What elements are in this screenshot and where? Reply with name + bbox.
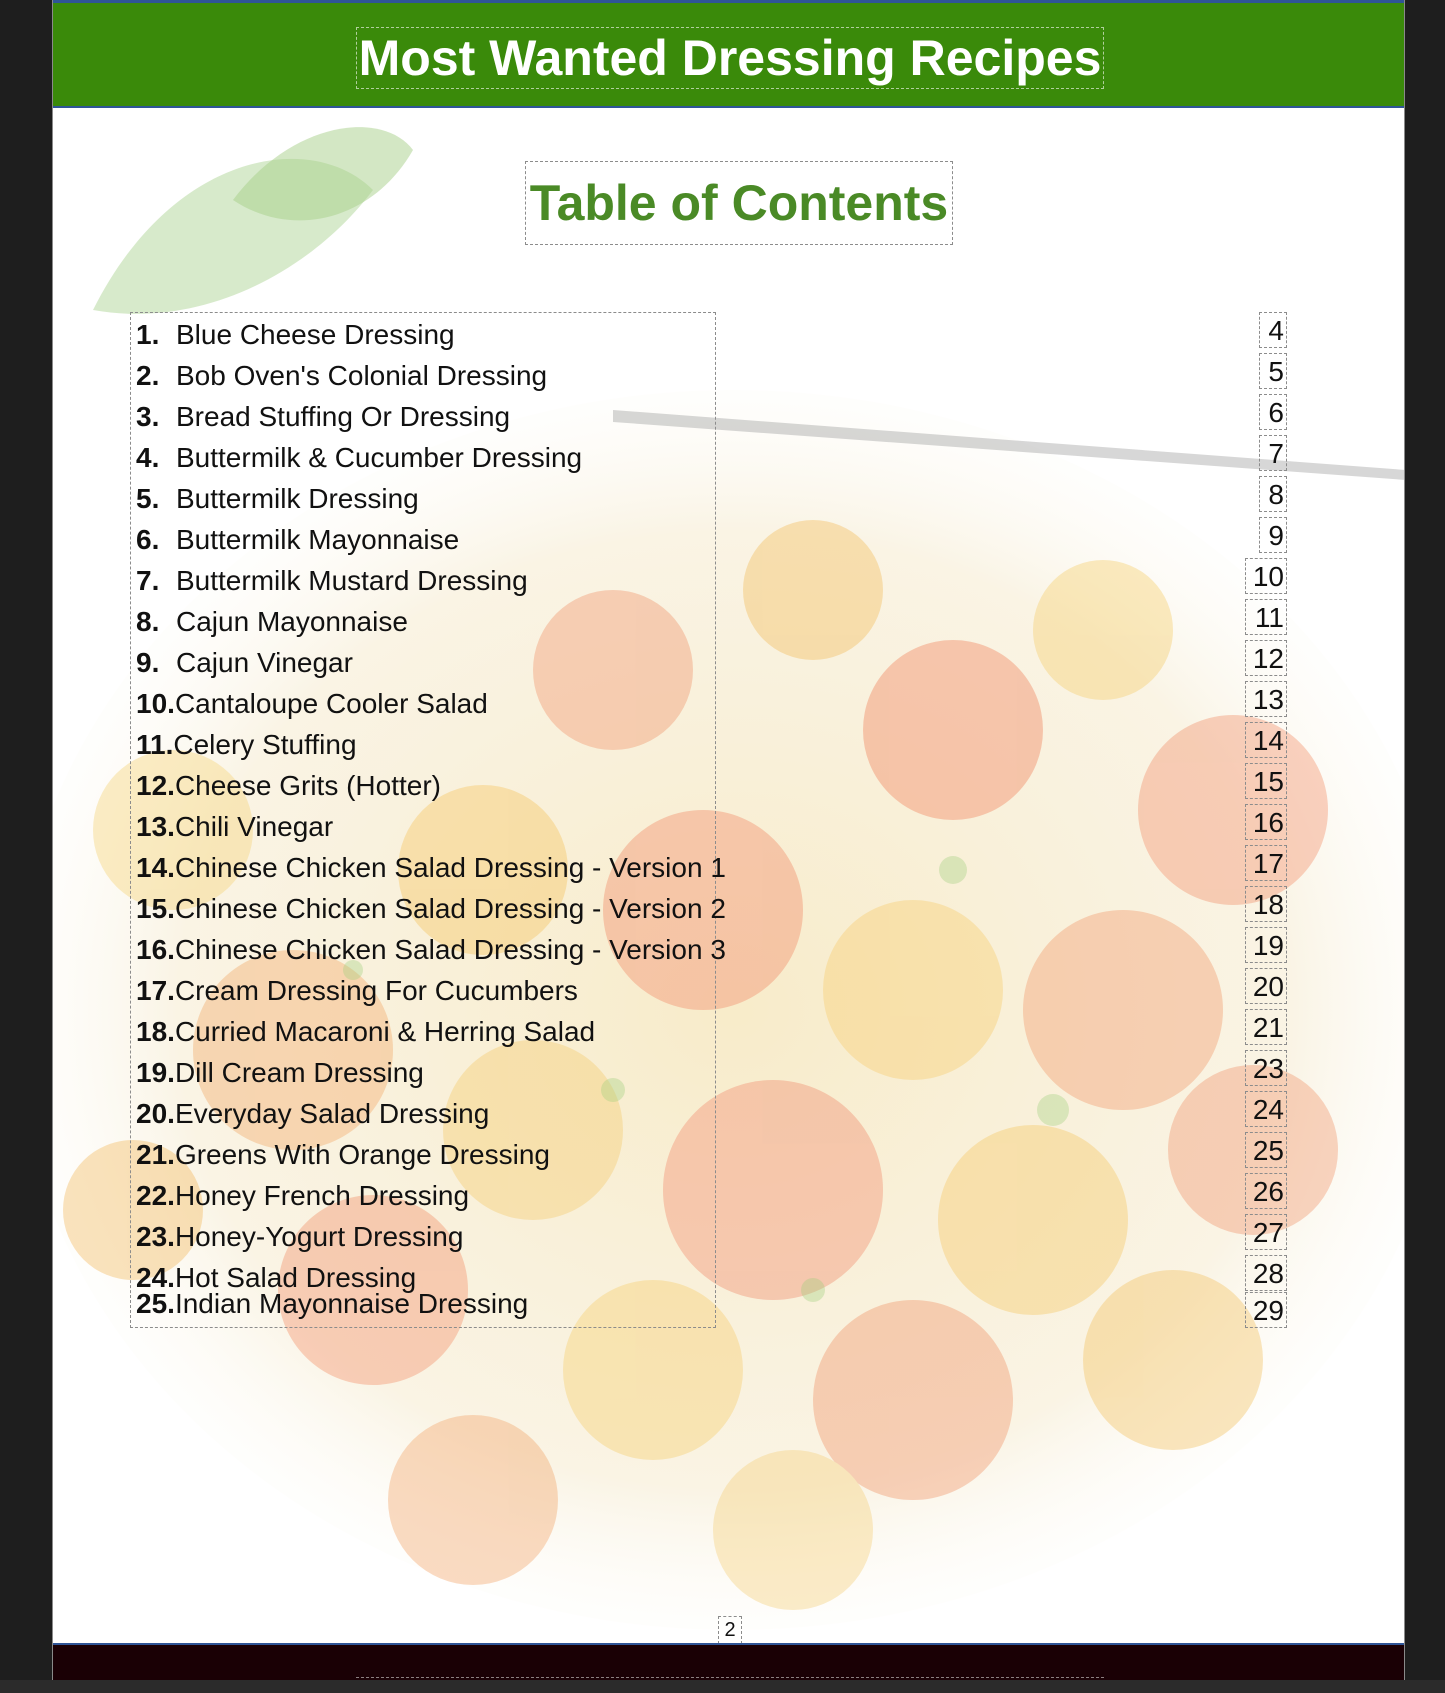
toc-entry-number: 17. [136, 975, 175, 1006]
toc-entry-number: 22. [136, 1180, 175, 1211]
toc-entry-title: Curried Macaroni & Herring Salad [174, 1016, 596, 1047]
toc-page-number: 25 [1245, 1132, 1287, 1168]
toc-page-number: 17 [1245, 845, 1287, 881]
toc-page-number: 29 [1245, 1292, 1287, 1328]
page-number: 2 [718, 1616, 742, 1644]
toc-entry [136, 807, 333, 847]
toc-entry-title: Cheese Grits (Hotter) [174, 770, 442, 801]
toc-entry [136, 725, 357, 765]
header-band [53, 0, 1405, 108]
toc-page-number: 14 [1245, 722, 1287, 758]
toc-entry-number: 25. [136, 1288, 175, 1319]
toc-entry-title: Chinese Chicken Salad Dressing - Version 3 [174, 934, 726, 965]
toc-page-number: 15 [1245, 763, 1287, 799]
toc-page-number: 16 [1245, 804, 1287, 840]
toc-entry-title: Buttermilk & Cucumber Dressing [176, 442, 583, 473]
document-page [52, 0, 1405, 1693]
toc-entry-title: Celery Stuffing [173, 729, 357, 760]
toc-entry [136, 1135, 550, 1175]
toc-entry [136, 1053, 424, 1093]
toc-entry-number: 21. [136, 1139, 175, 1170]
document-title: Most Wanted Dressing Recipes [356, 27, 1104, 89]
toc-entry-title: Greens With Orange Dressing [174, 1139, 550, 1170]
toc-page-number: 21 [1245, 1009, 1287, 1045]
toc-entry-number: 15. [136, 893, 175, 924]
toc-page-number: 4 [1259, 312, 1287, 348]
toc-entry-title: Indian Mayonnaise Dressing [174, 1288, 529, 1319]
toc-entry-title: Cream Dressing For Cucumbers [174, 975, 578, 1006]
toc-page-number: 7 [1259, 435, 1287, 471]
toc-page-number: 5 [1259, 353, 1287, 389]
toc-entry [136, 602, 408, 642]
toc-entry [136, 971, 578, 1011]
toc-entry [136, 561, 528, 601]
toc-entry [136, 766, 441, 806]
toc-entry [136, 643, 353, 683]
toc-entry [136, 479, 419, 519]
toc-entry-title: Cantaloupe Cooler Salad [174, 688, 488, 719]
toc-entry-title: Chinese Chicken Salad Dressing - Version 2 [174, 893, 726, 924]
toc-entry [136, 1094, 489, 1134]
toc-entry-number: 1. [136, 319, 160, 350]
toc-entry-number: 5. [136, 483, 160, 514]
toc-page-number: 26 [1245, 1173, 1287, 1209]
toc-entry-number: 3. [136, 401, 160, 432]
toc-entry-number: 11. [136, 729, 174, 760]
toc-page-number: 18 [1245, 886, 1287, 922]
toc-entry [136, 315, 455, 355]
toc-entry-title: Chinese Chicken Salad Dressing - Version 1 [174, 852, 726, 883]
toc-entry [136, 438, 582, 478]
toc-entry-title: Cajun Mayonnaise [176, 606, 408, 637]
toc-page-number: 11 [1245, 599, 1287, 635]
toc-page-number: 19 [1245, 927, 1287, 963]
toc-entry-title: Chili Vinegar [174, 811, 334, 842]
toc-page-number: 24 [1245, 1091, 1287, 1127]
toc-entry-title: Cajun Vinegar [176, 647, 353, 678]
toc-entry-title: Bob Oven's Colonial Dressing [176, 360, 548, 391]
toc-page-number: 9 [1259, 517, 1287, 553]
toc-entry-number: 19. [136, 1057, 175, 1088]
toc-entry-title: Blue Cheese Dressing [176, 319, 455, 350]
toc-entry-title: Buttermilk Mayonnaise [176, 524, 460, 555]
toc-entry-number: 10. [136, 688, 175, 719]
toc-entry-number: 23. [136, 1221, 175, 1252]
toc-heading: Table of Contents [525, 161, 953, 245]
toc-entry-number: 18. [136, 1016, 175, 1047]
toc-entry-title: Dill Cream Dressing [174, 1057, 424, 1088]
toc-entry-title: Honey-Yogurt Dressing [174, 1221, 464, 1252]
toc-entry-number: 8. [136, 606, 160, 637]
toc-entry-number: 12. [136, 770, 175, 801]
toc-entry [136, 684, 488, 724]
toc-entry [136, 1012, 595, 1052]
toc-page-number: 28 [1245, 1255, 1287, 1291]
toc-page-number: 12 [1245, 640, 1287, 676]
toc-entry-number: 7. [136, 565, 160, 596]
toc-entry-number: 14. [136, 852, 175, 883]
toc-entry-title: Buttermilk Mustard Dressing [176, 565, 528, 596]
toc-entry-title: Bread Stuffing Or Dressing [176, 401, 511, 432]
toc-list [130, 312, 726, 1328]
toc-entry [136, 1217, 463, 1257]
toc-page-number: 13 [1245, 681, 1287, 717]
toc-entry-number: 20. [136, 1098, 175, 1129]
toc-entry-title: Everyday Salad Dressing [174, 1098, 490, 1129]
toc-entry-number: 16. [136, 934, 175, 965]
toc-entry-number: 2. [136, 360, 160, 391]
toc-page-number: 23 [1245, 1050, 1287, 1086]
toc-page-number: 6 [1259, 394, 1287, 430]
toc-entry-number: 24. [136, 1262, 175, 1293]
toc-entry [136, 520, 459, 560]
toc-entry-number: 9. [136, 647, 160, 678]
toc-entry-number: 4. [136, 442, 160, 473]
toc-page-number: 10 [1245, 558, 1287, 594]
toc-page-number: 8 [1259, 476, 1287, 512]
toc-entry [136, 1176, 469, 1216]
toc-page-number: 27 [1245, 1214, 1287, 1250]
window-bottom-edge [0, 1680, 1445, 1693]
toc-entry [136, 930, 726, 970]
toc-page-number: 20 [1245, 968, 1287, 1004]
toc-entry [136, 889, 726, 929]
toc-entry [136, 356, 547, 396]
toc-entry [136, 397, 510, 437]
toc-entry-number: 6. [136, 524, 160, 555]
toc-entry [136, 848, 726, 888]
toc-entry-title: Honey French Dressing [174, 1180, 470, 1211]
toc-entry-number: 13. [136, 811, 175, 842]
toc-entry-title: Hot Salad Dressing [174, 1262, 417, 1293]
toc-entry [136, 1284, 528, 1324]
toc-entry-title: Buttermilk Dressing [176, 483, 419, 514]
